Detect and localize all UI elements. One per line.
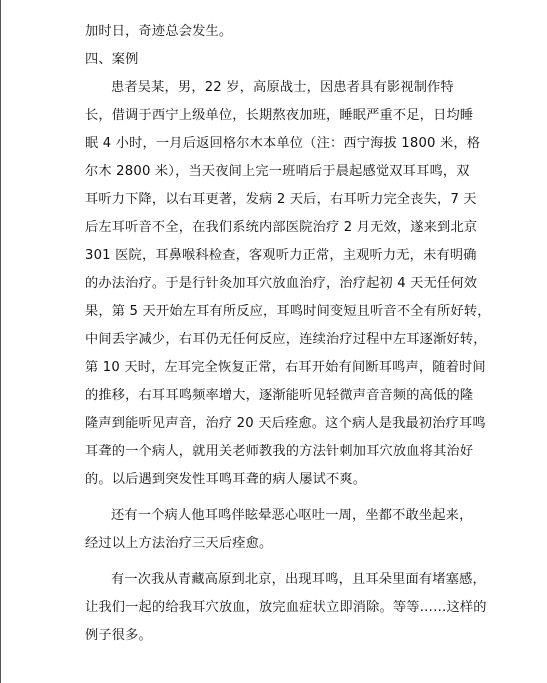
case1-line: 隆声到能听见声音，治疗 20 天后痊愈。这个病人是我最初治疗耳鸣 bbox=[85, 416, 486, 431]
case1-line: 尔木 2800 米），当天夜间上完一班哨后于晨起感觉双耳耳鸣，双 bbox=[85, 164, 470, 179]
case3-line: 例子很多。 bbox=[85, 628, 152, 643]
case1-line: 中间丢字减少，右耳仍无任何反应，连续治疗过程中左耳逐渐好转， bbox=[85, 332, 487, 347]
case2-line: 还有一个病人他耳鸣伴眩晕恶心呕吐一周，坐都不敢坐起来， bbox=[111, 508, 473, 523]
case1-line: 的推移，右耳耳鸣频率增大，逐渐能听见轻微声音音频的高低的隆 bbox=[85, 388, 474, 403]
continued-text-line: 加时日，奇迹总会发生。 bbox=[85, 24, 233, 39]
case1-line: 耳听力下降，以右耳更著，发病 2 天后，右耳听力完全丧失，7 天 bbox=[85, 192, 477, 207]
case1-line: 眠 4 小时，一月后返回格尔木本单位（注：西宁海拔 1800 米，格 bbox=[85, 136, 481, 151]
case1-line: 第 10 天时，左耳完全恢复正常，右耳开始有间断耳鸣声，随着时间 bbox=[85, 360, 486, 375]
case1-line: 长，借调于西宁上级单位，长期熬夜加班，睡眠严重不足，日均睡 bbox=[85, 108, 474, 123]
case1-line: 301 医院，耳鼻喉科检查，客观听力正常，主观听力无，未有明确 bbox=[85, 248, 477, 263]
case1-line: 耳聋的一个病人，就用关老师教我的方法针刺加耳穴放血将其治好 bbox=[85, 444, 474, 459]
case1-line: 后左耳听音不全，在我们系统内部医院治疗 2 月无效，遂来到北京 bbox=[85, 220, 478, 235]
case1-line: 患者吴某，男，22 岁，高原战士，因患者具有影视制作特 bbox=[111, 80, 454, 95]
case3-line: 让我们一起的给我耳穴放血，放完血症状立即消除。等等……这样的 bbox=[85, 600, 487, 615]
case1-line: 果，第 5 天开始左耳有所反应，耳鸣时间变短且听音不全有所好转， bbox=[85, 304, 491, 319]
case2-line: 经过以上方法治疗三天后痊愈。 bbox=[85, 536, 273, 551]
case1-line: 的办法治疗。于是行针灸加耳穴放血治疗，治疗起初 4 天无任何效 bbox=[85, 276, 478, 291]
section-heading: 四、案例 bbox=[85, 52, 139, 67]
case1-line: 的。以后遇到突发性耳鸣耳聋的病人屡试不爽。 bbox=[85, 472, 367, 487]
case3-line: 有一次我从青藏高原到北京，出现耳鸣，且耳朵里面有堵塞感， bbox=[111, 572, 486, 587]
